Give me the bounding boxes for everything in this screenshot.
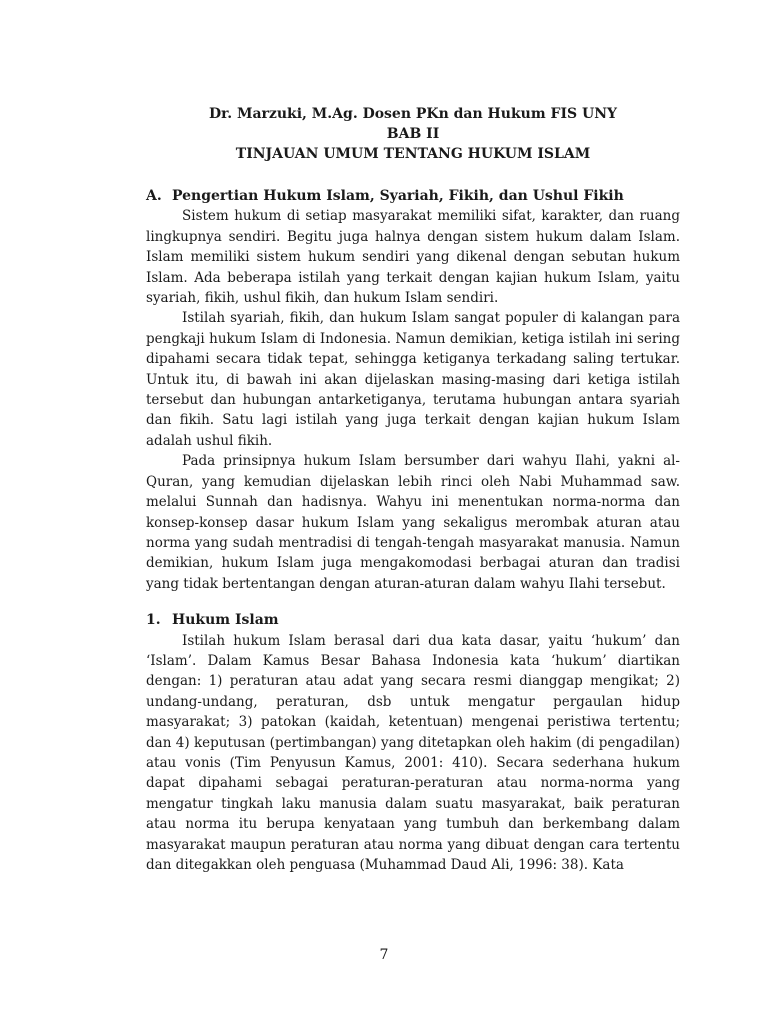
document-header <box>146 104 680 164</box>
chapter-title: TINJAUAN UMUM TENTANG HUKUM ISLAM <box>235 146 591 162</box>
section-a-number: A. <box>146 188 162 204</box>
section-a-heading <box>146 186 680 206</box>
section-1-heading <box>146 610 680 630</box>
paragraph: Pada prinsipnya hukum Islam bersumber dari wahyu Ilahi, yakni al-Quran, yang kemudian dijelaskan lebih rinci oleh Nabi Muhammad saw. melalui Sunnah dan hadisnya. Wahyu ini menentukan norma-norma dan konsep-konsep dasar hukum Islam yang sekaligus merombak aturan atau norma yang sudah mentradisi di tengah-tengah masyarakat manusia. Namun demikian, hukum Islam juga mengakomodasi berbagai aturan dan tradisi yang tidak bertentangan dengan aturan-aturan dalam wahyu Ilahi tersebut. <box>146 453 680 592</box>
paragraph: Istilah syariah, fikih, dan hukum Islam sangat populer di kalangan para pengkaji hukum Islam di Indonesia. Namun demikian, ketiga istilah ini sering dipahami secara tidak tepat, sehingga ketiganya terkadang saling tertukar. Untuk itu, di bawah ini akan dijelaskan masing-masing dari ketiga istilah tersebut dan hubungan antarketiganya, terutama hubungan antara syariah dan fikih. Satu lagi istilah yang juga terkait dengan kajian hukum Islam adalah ushul fikih. <box>146 310 680 449</box>
page-number: 7 <box>379 947 389 963</box>
paragraph: Istilah hukum Islam berasal dari dua kata dasar, yaitu ‘hukum’ dan ‘Islam’. Dalam Kamus Besar Bahasa Indonesia kata ‘hukum’ diartikan dengan: 1) peraturan atau adat yang secara resmi dianggap mengikat; 2) undang-undang, peraturan, dsb untuk mengatur pergaulan hidup masyarakat; 3) patokan (kaidah, ketentuan) mengenai peristiwa tertentu; dan 4) keputusan (pertimbangan) yang ditetapkan oleh hakim (di pengadilan) atau vonis (Tim Penyusun Kamus, 2001: 410). Secara sederhana hukum dapat dipahami sebagai peraturan-peraturan atau norma-norma yang mengatur tingkah laku manusia dalam suatu masyarakat, baik peraturan atau norma itu berupa kenyataan yang tumbuh dan berkembang dalam masyarakat maupun peraturan atau norma yang dibuat dengan cara tertentu dan ditegakkan oleh penguasa (Muhammad Daud Ali, 1996: 38). Kata <box>146 632 680 873</box>
paragraph: Sistem hukum di setiap masyarakat memiliki sifat, karakter, dan ruang lingkupnya sendiri. Begitu juga halnya dengan sistem hukum dalam Islam. Islam memiliki sistem hukum sendiri yang dikenal dengan sebutan hukum Islam. Ada beberapa istilah yang terkait dengan kajian hukum Islam, yaitu syariah, fikih, ushul fikih, dan hukum Islam sendiri. <box>146 208 680 307</box>
author-line: Dr. Marzuki, M.Ag. Dosen PKn dan Hukum FIS UNY <box>208 106 618 122</box>
section-1-title: Hukum Islam <box>172 612 279 629</box>
section-a-title: Pengertian Hukum Islam, Syariah, Fikih, dan Ushul Fikih <box>172 188 624 204</box>
section-gap <box>146 594 680 610</box>
chapter-number: BAB II <box>386 126 440 142</box>
document-body <box>146 186 680 875</box>
section-1-number: 1. <box>146 612 161 629</box>
